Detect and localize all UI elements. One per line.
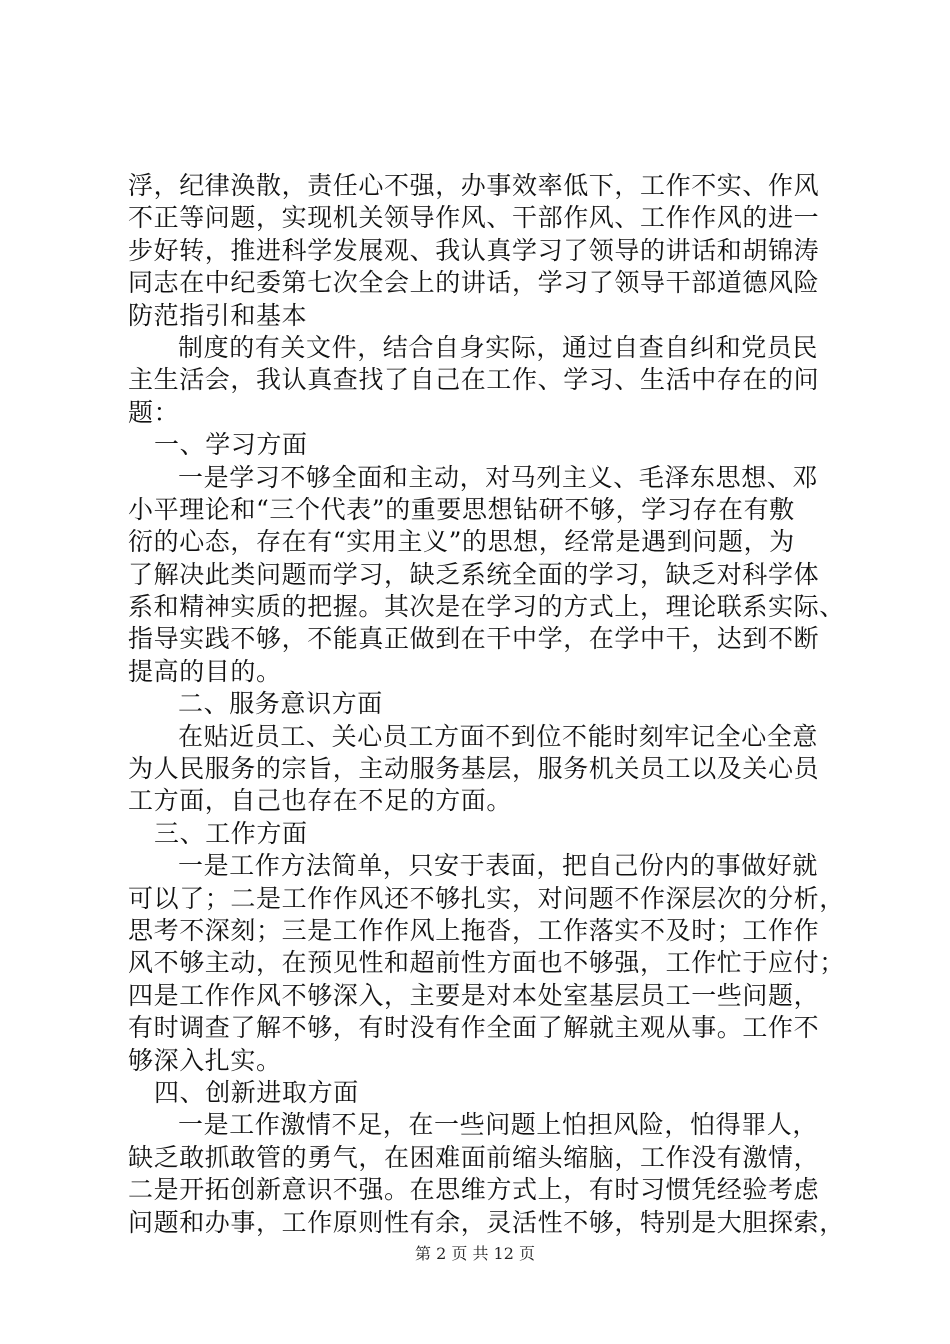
text-line: 制度的有关文件，结合自身实际，通过自查自纠和党员民: [178, 332, 819, 362]
text-line: 指导实践不够，不能真正做到在干中学，在学中干，达到不断: [128, 624, 820, 654]
page-footer: 第 2 页 共 12 页: [415, 1244, 535, 1263]
text-line: 提高的目的。: [128, 656, 282, 686]
text-line: 衍的心态，存在有“实用主义”的思想，经常是遇到问题，为: [128, 527, 795, 557]
text-line: 一是工作方法简单，只安于表面，把自己份内的事做好就: [178, 851, 819, 881]
text-line: 思考不深刻；三是工作作风上拖沓，工作落实不及时；工作作: [128, 915, 820, 945]
text-line: 工方面，自己也存在不足的方面。: [128, 786, 513, 816]
text-line: 风不够主动，在预见性和超前性方面也不够强，工作忙于应付；: [128, 948, 845, 978]
text-line: 够深入扎实。: [128, 1045, 282, 1075]
text-line: 问题和办事，工作原则性有余，灵活性不够，特别是大胆探索，: [128, 1207, 845, 1237]
text-line: 系和精神实质的把握。其次是在学习的方式上，理论联系实际、: [128, 592, 845, 622]
text-line: 缺乏敢抓敢管的勇气，在困难面前缩头缩脑，工作没有激情，: [128, 1142, 820, 1172]
text-line: 二是开拓创新意识不强。在思维方式上，有时习惯凭经验考虑: [128, 1175, 820, 1205]
section-heading: 一、学习方面: [154, 430, 308, 460]
section-heading: 三、工作方面: [154, 818, 308, 848]
text-line: 四是工作作风不够深入，主要是对本处室基层员工一些问题，: [128, 980, 820, 1010]
text-line: 二、服务意识方面: [178, 689, 383, 719]
text-line: 了解决此类问题而学习，缺乏系统全面的学习，缺乏对科学体: [128, 559, 820, 589]
text-line: 防范指引和基本: [128, 300, 308, 330]
section-heading: 四、创新进取方面: [154, 1077, 359, 1107]
text-line: 小平理论和“三个代表”的重要思想钻研不够，学习存在有敷: [128, 494, 795, 524]
text-line: 一是学习不够全面和主动，对马列主义、毛泽东思想、邓: [178, 462, 819, 492]
text-line: 可以了；二是工作作风还不够扎实，对问题不作深层次的分析，: [128, 883, 845, 913]
text-line: 一是工作激情不足，在一些问题上怕担风险，怕得罪人，: [178, 1110, 819, 1140]
text-line: 不正等问题，实现机关领导作风、干部作风、工作作风的进一: [128, 203, 820, 233]
text-line: 在贴近员工、关心员工方面不到位不能时刻牢记全心全意: [178, 721, 819, 751]
document-body: [128, 170, 845, 1239]
text-line: 同志在中纪委第七次全会上的讲话，学习了领导干部道德风险: [128, 268, 820, 298]
text-line: 浮，纪律涣散，责任心不强，办事效率低下，工作不实、作风: [128, 171, 820, 200]
text-line: 为人民服务的宗旨，主动服务基层，服务机关员工以及关心员: [128, 754, 820, 784]
text-line: 步好转，推进科学发展观、我认真学习了领导的讲话和胡锦涛: [128, 235, 820, 265]
text-line: 主生活会，我认真查找了自己在工作、学习、生活中存在的问: [128, 365, 820, 395]
text-line: 题：: [128, 397, 180, 427]
text-line: 有时调查了解不够，有时没有作全面了解就主观从事。工作不: [128, 1013, 820, 1043]
